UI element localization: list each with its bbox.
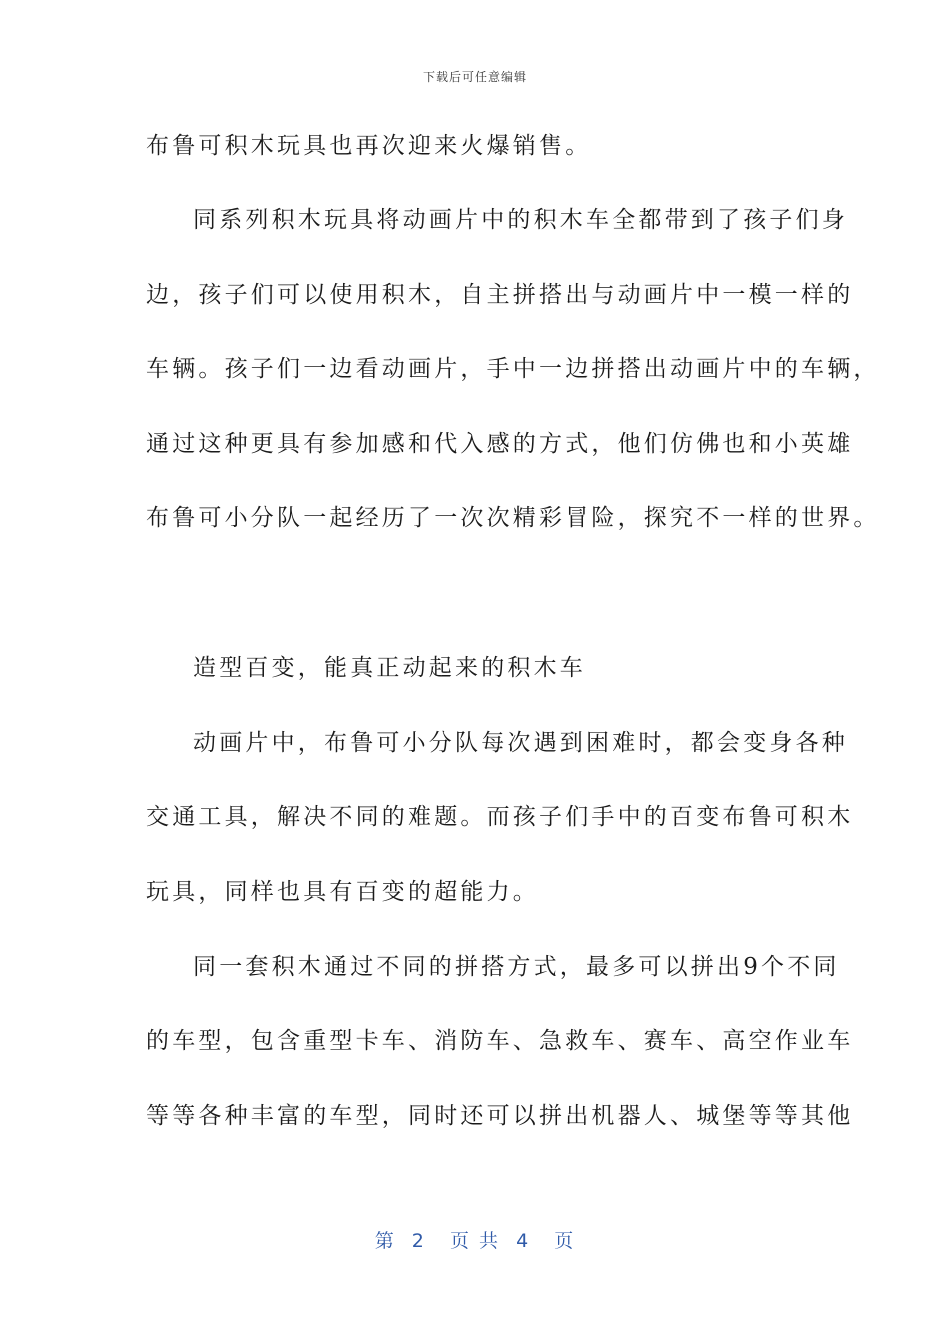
body-line: 等等各种丰富的车型，同时还可以拼出机器人、城堡等等其他 [146, 1103, 854, 1129]
body-line: 布鲁可积木玩具也再次迎来火爆销售。 [146, 133, 592, 159]
body-line: 车辆。孩子们一边看动画片，手中一边拼搭出动画片中的车辆， [146, 356, 880, 382]
body-line: 同系列积木玩具将动画片中的积木车全都带到了孩子们身 [193, 207, 848, 233]
page-header-note: 下载后可任意编辑 [422, 70, 527, 84]
section-heading: 造型百变，能真正动起来的积木车 [193, 655, 586, 681]
body-line: 的车型，包含重型卡车、消防车、急救车、赛车、高空作业车 [146, 1028, 854, 1054]
body-line: 通过这种更具有参加感和代入感的方式，他们仿佛也和小英雄 [146, 431, 854, 457]
body-line: 玩具，同样也具有百变的超能力。 [146, 879, 539, 905]
page-number-footer: 第 2 页 共 4 页 [374, 1230, 576, 1252]
body-line: 布鲁可小分队一起经历了一次次精彩冒险，探究不一样的世界。 [146, 505, 880, 531]
body-line: 交通工具，解决不同的难题。而孩子们手中的百变布鲁可积木 [146, 804, 854, 830]
body-line: 动画片中，布鲁可小分队每次遇到困难时，都会变身各种 [193, 730, 848, 756]
body-line: 同一套积木通过不同的拼搭方式，最多可以拼出9个不同 [193, 954, 840, 980]
body-line: 边，孩子们可以使用积木，自主拼搭出与动画片中一模一样的 [146, 282, 854, 308]
